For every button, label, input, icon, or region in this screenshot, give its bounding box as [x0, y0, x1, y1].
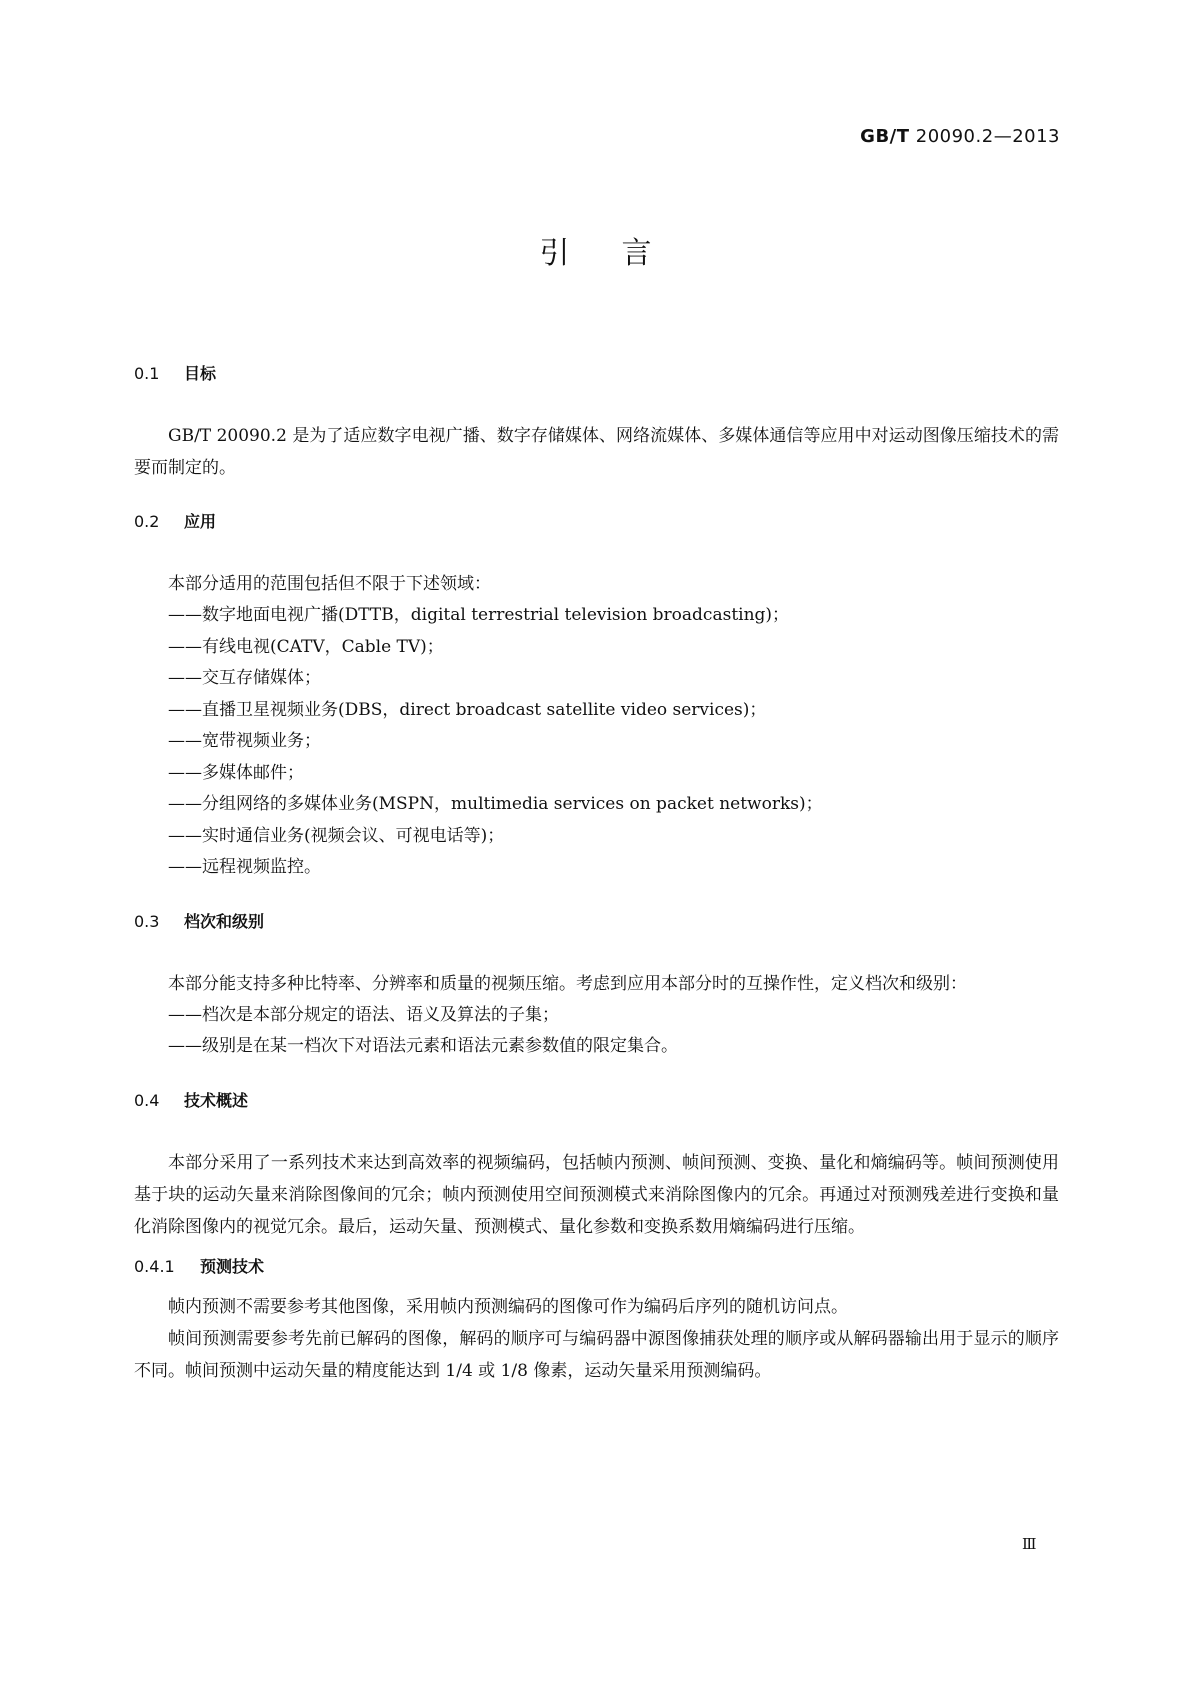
section-intro: 本部分适用的范围包括但不限于下述领域：: [168, 574, 491, 594]
section-heading-0-2: [134, 510, 1059, 534]
section-paragraph: GB/T 20090.2 是为了适应数字电视广播、数字存储媒体、网络流媒体、多媒体通信等应用中对运动图像压缩技术的需要而制定的。: [134, 426, 1059, 478]
list-item: ——分组网络的多媒体业务(MSPN，multimedia services on packet networks)；: [168, 794, 823, 814]
section-number: 0.3: [134, 911, 160, 931]
list-item: ——有线电视(CATV，Cable TV)；: [168, 636, 444, 657]
section-paragraph: 本部分能支持多种比特率、分辨率和质量的视频压缩。考虑到应用本部分时的互操作性，定义档次和级别：: [168, 973, 967, 994]
section-title: 应用: [184, 512, 217, 531]
list-item: ——直播卫星视频业务(DBS，direct broadcast satellite video services)；: [168, 699, 767, 720]
section-paragraph: 帧间预测需要参考先前已解码的图像，解码的顺序可与编码器中源图像捕获处理的顺序或从解码器输出用于显示的顺序不同。帧间预测中运动矢量的精度能达到 1/4 或 1/8 像素，运动矢量采用预测编码。: [134, 1328, 1059, 1381]
list-item: ——级别是在某一档次下对语法元素和语法元素参数值的限定集合。: [168, 1036, 678, 1056]
section-paragraph: 帧内预测不需要参考其他图像，采用帧内预测编码的图像可作为编码后序列的随机访问点。: [168, 1296, 848, 1317]
section-paragraph: 本部分采用了一系列技术来达到高效率的视频编码，包括帧内预测、帧间预测、变换、量化和熵编码等。帧间预测使用基于块的运动矢量来消除图像间的冗余；帧内预测使用空间预测模式来消除图像内的冗余。再通过对预测残差进行变换和量化消除图像内的视觉冗余。最后，运动矢量、预测模式、量化参数和变换系数用熵编码进行压缩。: [134, 1152, 1059, 1237]
list-item: ——交互存储媒体；: [168, 668, 321, 688]
section-number: 0.1: [134, 364, 160, 383]
section-number: 0.2: [134, 512, 160, 531]
section-number: 0.4: [134, 1090, 160, 1110]
section-title: 档次和级别: [184, 911, 265, 931]
list-item: ——数字地面电视广播(DTTB，digital terrestrial television broadcasting)；: [168, 605, 790, 625]
list-item: ——多媒体邮件；: [168, 762, 304, 783]
standard-code: [860, 126, 1060, 147]
list-item: ——档次是本部分规定的语法、语义及算法的子集；: [168, 1004, 559, 1025]
section-number: 0.4.1: [134, 1256, 175, 1276]
section-title: 目标: [184, 364, 217, 383]
list-item: ——实时通信业务(视频会议、可视电话等)；: [168, 825, 505, 846]
page-number: Ⅲ: [1022, 1535, 1037, 1553]
section-heading-0-1: [134, 362, 1059, 386]
document-body: [134, 362, 1059, 1387]
standard-code-prefix: GB/T: [860, 126, 910, 147]
section-heading-0-4: [134, 1089, 1059, 1113]
list-item: ——远程视频监控。: [168, 857, 321, 877]
standard-code-number: 20090.2—2013: [909, 126, 1060, 147]
page-title: 引言: [539, 236, 704, 271]
section-title: 预测技术: [200, 1256, 265, 1276]
list-item: ——宽带视频业务；: [168, 731, 321, 751]
section-heading-0-3: [134, 910, 1059, 934]
section-title: 技术概述: [184, 1090, 249, 1110]
section-heading-0-4-1: [134, 1255, 1059, 1279]
